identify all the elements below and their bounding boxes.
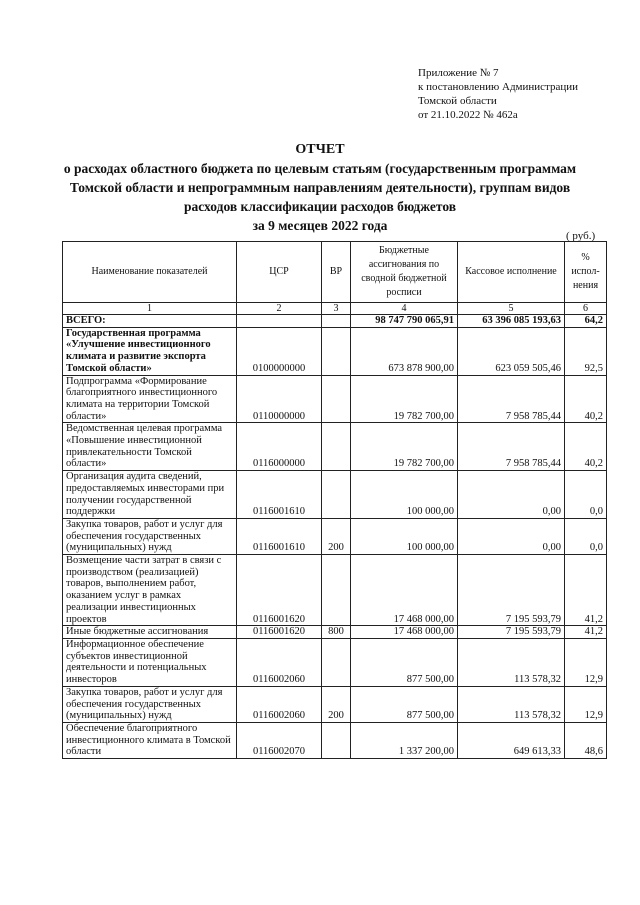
row-vr: [322, 471, 351, 519]
row-percent: 48,6: [565, 722, 607, 758]
row-assignments: 98 747 790 065,91: [351, 315, 458, 328]
row-vr: [322, 638, 351, 686]
appendix-line: Приложение № 7: [418, 67, 499, 79]
column-number: 2: [237, 303, 322, 315]
table-row: [63, 375, 607, 423]
column-number-row: [63, 303, 607, 315]
header-cash-execution: Кассовое исполнение: [458, 242, 565, 303]
table-row: [63, 327, 607, 375]
row-cash: 7 958 785,44: [458, 375, 565, 423]
table-row: [63, 555, 607, 626]
row-name: Подпрограмма «Формирование благоприятного инвестиционного климата на территории Томской области»: [63, 375, 237, 423]
table-row: [63, 518, 607, 554]
row-vr: [322, 423, 351, 471]
row-assignments: 100 000,00: [351, 518, 458, 554]
row-cash: 0,00: [458, 518, 565, 554]
column-number: 6: [565, 303, 607, 315]
row-percent: 0,0: [565, 518, 607, 554]
row-assignments: 19 782 700,00: [351, 423, 458, 471]
header-csr: ЦСР: [237, 242, 322, 303]
row-csr: 0116001620: [237, 555, 322, 626]
row-assignments: 17 468 000,00: [351, 626, 458, 639]
row-vr: 200: [322, 686, 351, 722]
row-assignments: 877 500,00: [351, 686, 458, 722]
row-assignments: 673 878 900,00: [351, 327, 458, 375]
row-cash: 623 059 505,46: [458, 327, 565, 375]
report-period: за 9 месяцев 2022 года: [252, 218, 388, 233]
row-name: Организация аудита сведений, предоставляемых инвесторами при получении государственной поддержки: [63, 471, 237, 519]
row-csr: 0100000000: [237, 327, 322, 375]
row-vr: [322, 722, 351, 758]
row-percent: 64,2: [565, 315, 607, 328]
row-csr: 0116001620: [237, 626, 322, 639]
row-assignments: 100 000,00: [351, 471, 458, 519]
column-number: 3: [322, 303, 351, 315]
appendix-line: от 21.10.2022 № 462а: [418, 109, 518, 121]
report-title-line: о расходах областного бюджета по целевым статьям (государственным программам: [63, 161, 577, 176]
row-name: Закупка товаров, работ и услуг для обеспечения государственных (муниципальных) нужд: [63, 686, 237, 722]
row-assignments: 19 782 700,00: [351, 375, 458, 423]
row-percent: 12,9: [565, 686, 607, 722]
row-csr: 0116002060: [237, 638, 322, 686]
row-cash: 7 195 593,79: [458, 555, 565, 626]
header-name: Наименование показателей: [63, 242, 237, 303]
table-row-total: [63, 315, 607, 328]
appendix-block: [418, 66, 578, 122]
row-cash: 63 396 085 193,63: [458, 315, 565, 328]
row-cash: 113 578,32: [458, 638, 565, 686]
row-csr: 0116001610: [237, 471, 322, 519]
row-name: Обеспечение благоприятного инвестиционного климата в Томской области: [63, 722, 237, 758]
row-vr: 200: [322, 518, 351, 554]
row-percent: 0,0: [565, 471, 607, 519]
row-assignments: 877 500,00: [351, 638, 458, 686]
row-vr: [322, 315, 351, 328]
row-name: Информационное обеспечение субъектов инвестиционной деятельности и потенциальных инвесторов: [63, 638, 237, 686]
header-percent: % испол-нения: [565, 242, 607, 303]
unit-label: ( руб.): [566, 230, 596, 242]
row-csr: 0116001610: [237, 518, 322, 554]
row-vr: [322, 327, 351, 375]
table-row: [63, 423, 607, 471]
row-percent: 41,2: [565, 555, 607, 626]
row-csr: 0116000000: [237, 423, 322, 471]
table-row: [63, 638, 607, 686]
header-assignments: Бюджетные ассигнования по сводной бюджетной росписи: [351, 242, 458, 303]
row-assignments: 17 468 000,00: [351, 555, 458, 626]
appendix-line: Томской области: [418, 95, 497, 107]
column-number: 4: [351, 303, 458, 315]
row-name: Возмещение части затрат в связи с производством (реализацией) товаров, выполнением работ, оказанием услуг в рамках реализации инвестиционных проектов: [63, 555, 237, 626]
row-percent: 40,2: [565, 423, 607, 471]
column-number: 1: [63, 303, 237, 315]
row-cash: 649 613,33: [458, 722, 565, 758]
row-name: Ведомственная целевая программа «Повышение инвестиционной привлекательности Томской области»: [63, 423, 237, 471]
row-csr: 0116002060: [237, 686, 322, 722]
report-heading: ОТЧЕТ: [295, 142, 345, 157]
report-title: [40, 140, 600, 235]
expenses-table: [62, 241, 607, 759]
row-percent: 12,9: [565, 638, 607, 686]
row-vr: [322, 375, 351, 423]
appendix-line: к постановлению Администрации: [418, 81, 579, 93]
table-row: [63, 722, 607, 758]
row-cash: 7 958 785,44: [458, 423, 565, 471]
report-title-line: Томской области и непрограммным направлениям деятельности), группам видов: [69, 180, 571, 195]
row-csr: 0116002070: [237, 722, 322, 758]
column-number: 5: [458, 303, 565, 315]
row-vr: [322, 555, 351, 626]
row-name: Государственная программа «Улучшение инвестиционного климата и развитие экспорта Томской области»: [63, 327, 237, 375]
row-name: Иные бюджетные ассигнования: [63, 626, 237, 639]
row-name: Закупка товаров, работ и услуг для обеспечения государственных (муниципальных) нужд: [63, 518, 237, 554]
row-cash: 113 578,32: [458, 686, 565, 722]
row-percent: 40,2: [565, 375, 607, 423]
table-row: [63, 626, 607, 639]
header-vr: ВР: [322, 242, 351, 303]
row-csr: [237, 315, 322, 328]
row-percent: 92,5: [565, 327, 607, 375]
row-vr: 800: [322, 626, 351, 639]
row-percent: 41,2: [565, 626, 607, 639]
table-row: [63, 686, 607, 722]
row-cash: 7 195 593,79: [458, 626, 565, 639]
report-title-line: расходов классификации расходов бюджетов: [183, 199, 457, 214]
row-assignments: 1 337 200,00: [351, 722, 458, 758]
table-row: [63, 471, 607, 519]
row-name: ВСЕГО:: [63, 315, 237, 328]
row-csr: 0110000000: [237, 375, 322, 423]
row-cash: 0,00: [458, 471, 565, 519]
